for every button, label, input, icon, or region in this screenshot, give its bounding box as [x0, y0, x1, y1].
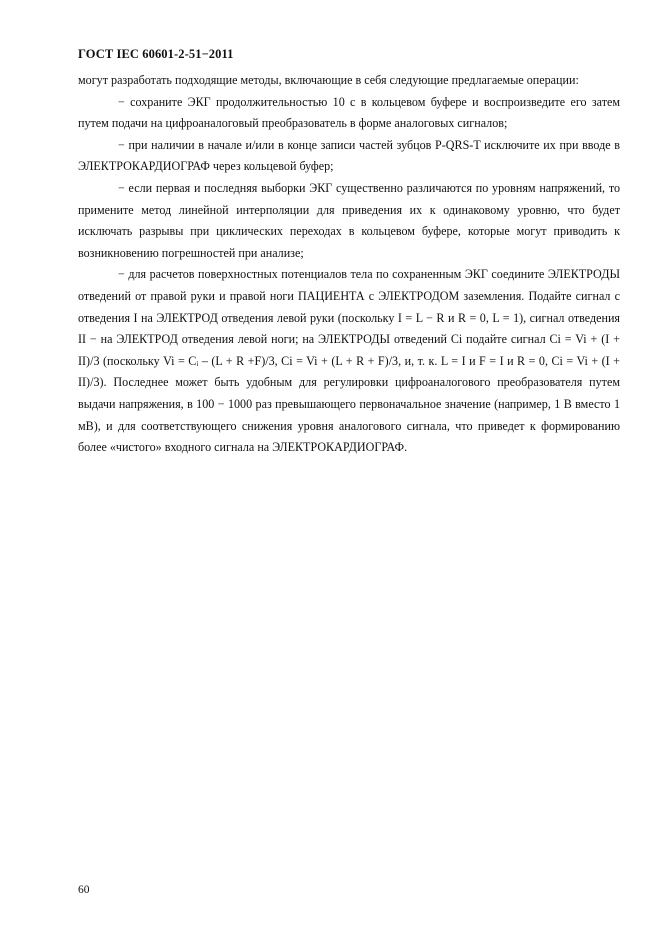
paragraph-item-3: − если первая и последняя выборки ЭКГ существенно различаются по уровням напряжений, то примените метод линейной интерполяции для приведения их к одинаковому уровню, что будет исключать разрывы при циклических переходах в кольцевом буфере, которые могут приводить к возникновению погрешностей при анализе; — [78, 180, 620, 260]
paragraph-item-2: − при наличии в начале и/или в конце записи частей зубцов P-QRS-T исключите их при вводе в ЭЛЕКТРОКАРДИОГРАФ через кольцевой буфер; — [78, 137, 620, 174]
body-text — [78, 70, 620, 459]
paragraph-item-1: − сохраните ЭКГ продолжительностью 10 с в кольцевом буфере и воспроизведите его затем путем подачи на цифроаналоговый преобразователь в форме аналоговых сигналов; — [78, 94, 620, 131]
paragraph-intro: могут разработать подходящие методы, включающие в себя следующие предлагаемые операции: — [78, 73, 579, 87]
paragraph-item-4: − для расчетов поверхностных потенциалов тела по сохраненным ЭКГ соедините ЭЛЕКТРОДЫ отведений от правой руки и правой ноги ПАЦИЕНТА с ЭЛЕКТРОДОМ заземления. Подайте сигнал с отведения I на ЭЛЕКТРОД отведения левой руки (поскольку I = L − R и R = 0, L = 1), сигнал отведения II − на ЭЛЕКТРОД отведения левой ноги; на ЭЛЕКТРОДЫ отведений Ci подайте сигнал Ci = Vi + (I + II)/3 (поскольку Vi = Cᵢ – (L + R +F)/3, Ci = Vi + (L + R + F)/3, и, т. к. L = I и F = I и R = 0, Ci = Vi + (I + II)/3). Последнее может быть удобным для регулировки цифроаналогового преобразователя путем выдачи напряжения, в 100 − 1000 раз превышающего первоначальное значение (например, 1 В вместо 1 мВ), и для соответствующего снижения уровня аналогового сигнала, что приведет к формированию более «чистого» входного сигнала на ЭЛЕКТРОКАРДИОГРАФ. — [78, 267, 620, 455]
page-number: 60 — [78, 884, 90, 896]
standard-header: ГОСТ IEC 60601-2-51−2011 — [78, 47, 234, 61]
